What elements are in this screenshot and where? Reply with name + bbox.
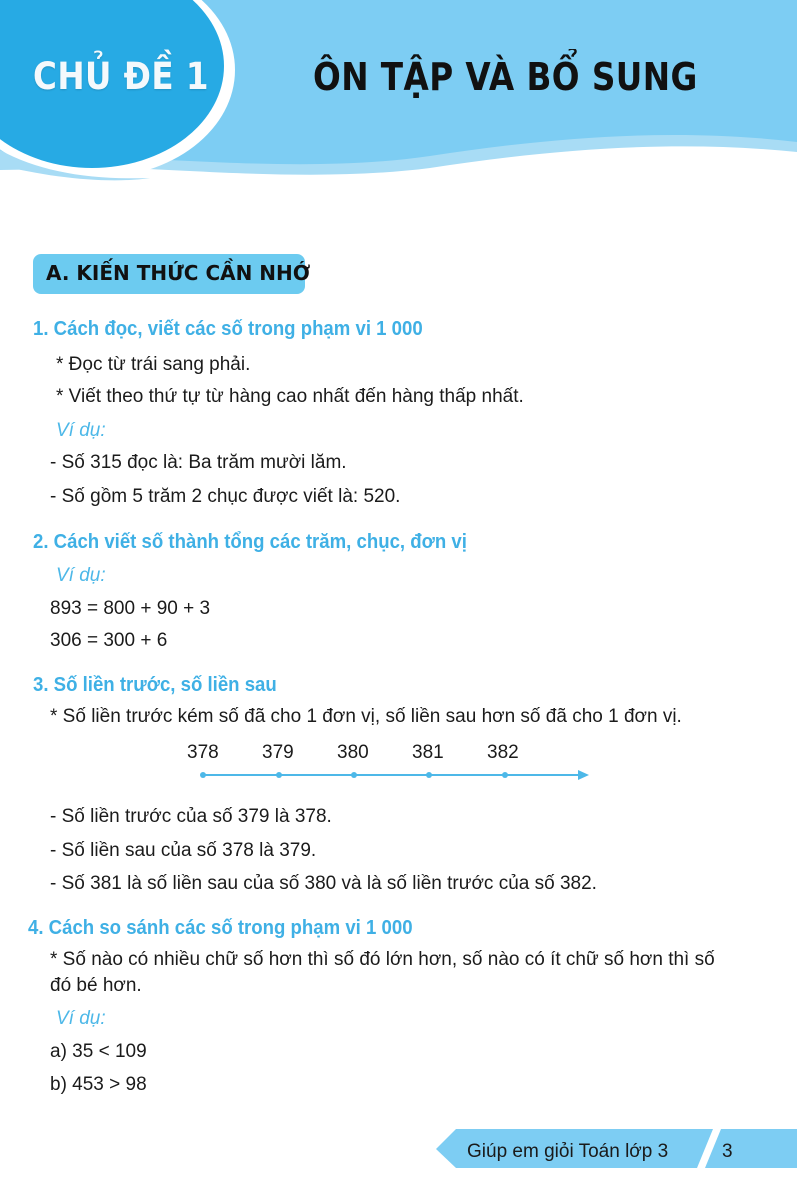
number-line-label: 379 xyxy=(262,742,294,763)
chapter-title: ÔN TẬP VÀ BỔ SUNG xyxy=(313,55,698,99)
topic-1-rule-2: * Viết theo thứ tự từ hàng cao nhất đến hàng thấp nhất. xyxy=(56,386,524,407)
number-line-label: 378 xyxy=(187,742,219,763)
number-line-label: 382 xyxy=(487,742,519,763)
section-label: A. KIẾN THỨC CẦN NHỚ xyxy=(46,261,311,285)
topic-4-example-1: a) 35 < 109 xyxy=(50,1041,147,1062)
topic-1-example-1: - Số 315 đọc là: Ba trăm mười lăm. xyxy=(50,452,347,473)
topic-4-example-label: Ví dụ: xyxy=(56,1008,106,1029)
header-banner xyxy=(0,0,797,200)
number-line xyxy=(0,740,797,800)
book-title: Giúp em giỏi Toán lớp 3 xyxy=(467,1141,669,1162)
number-line-label: 380 xyxy=(337,742,369,763)
topic-1-rule-1: * Đọc từ trái sang phải. xyxy=(56,354,251,375)
topic-1-example-label: Ví dụ: xyxy=(56,420,106,441)
topic-3-example-3: - Số 381 là số liền sau của số 380 và là số liền trước của số 382. xyxy=(50,873,597,894)
topic-1-heading: 1. Cách đọc, viết các số trong phạm vi 1 000 xyxy=(33,318,423,340)
arrow-right-icon xyxy=(578,770,589,780)
topic-3-example-1: - Số liền trước của số 379 là 378. xyxy=(50,806,332,827)
number-line-label: 381 xyxy=(412,742,444,763)
topic-2-example-label: Ví dụ: xyxy=(56,565,106,586)
topic-4-example-2: b) 453 > 98 xyxy=(50,1074,147,1095)
topic-2-example-1: 893 = 800 + 90 + 3 xyxy=(50,598,211,619)
topic-2-example-2: 306 = 300 + 6 xyxy=(50,630,168,651)
topic-1-example-2: - Số gồm 5 trăm 2 chục được viết là: 520. xyxy=(50,486,401,507)
section-header-box xyxy=(33,254,311,294)
chapter-label: CHỦ ĐỀ 1 xyxy=(33,55,209,98)
topic-4-rule-2: đó bé hơn. xyxy=(50,975,142,996)
topic-4-rule-1: * Số nào có nhiều chữ số hơn thì số đó lớn hơn, số nào có ít chữ số hơn thì số xyxy=(50,949,715,970)
topic-3-rule-1: * Số liền trước kém số đã cho 1 đơn vị, số liền sau hơn số đã cho 1 đơn vị. xyxy=(50,706,682,727)
topic-3-heading: 3. Số liền trước, số liền sau xyxy=(33,674,277,696)
footer-banner xyxy=(0,1120,797,1200)
page-number: 3 xyxy=(722,1141,733,1162)
topic-4-heading: 4. Cách so sánh các số trong phạm vi 1 000 xyxy=(28,917,413,939)
topic-3-example-2: - Số liền sau của số 378 là 379. xyxy=(50,840,317,861)
topic-2-heading: 2. Cách viết số thành tổng các trăm, chục, đơn vị xyxy=(33,531,467,553)
